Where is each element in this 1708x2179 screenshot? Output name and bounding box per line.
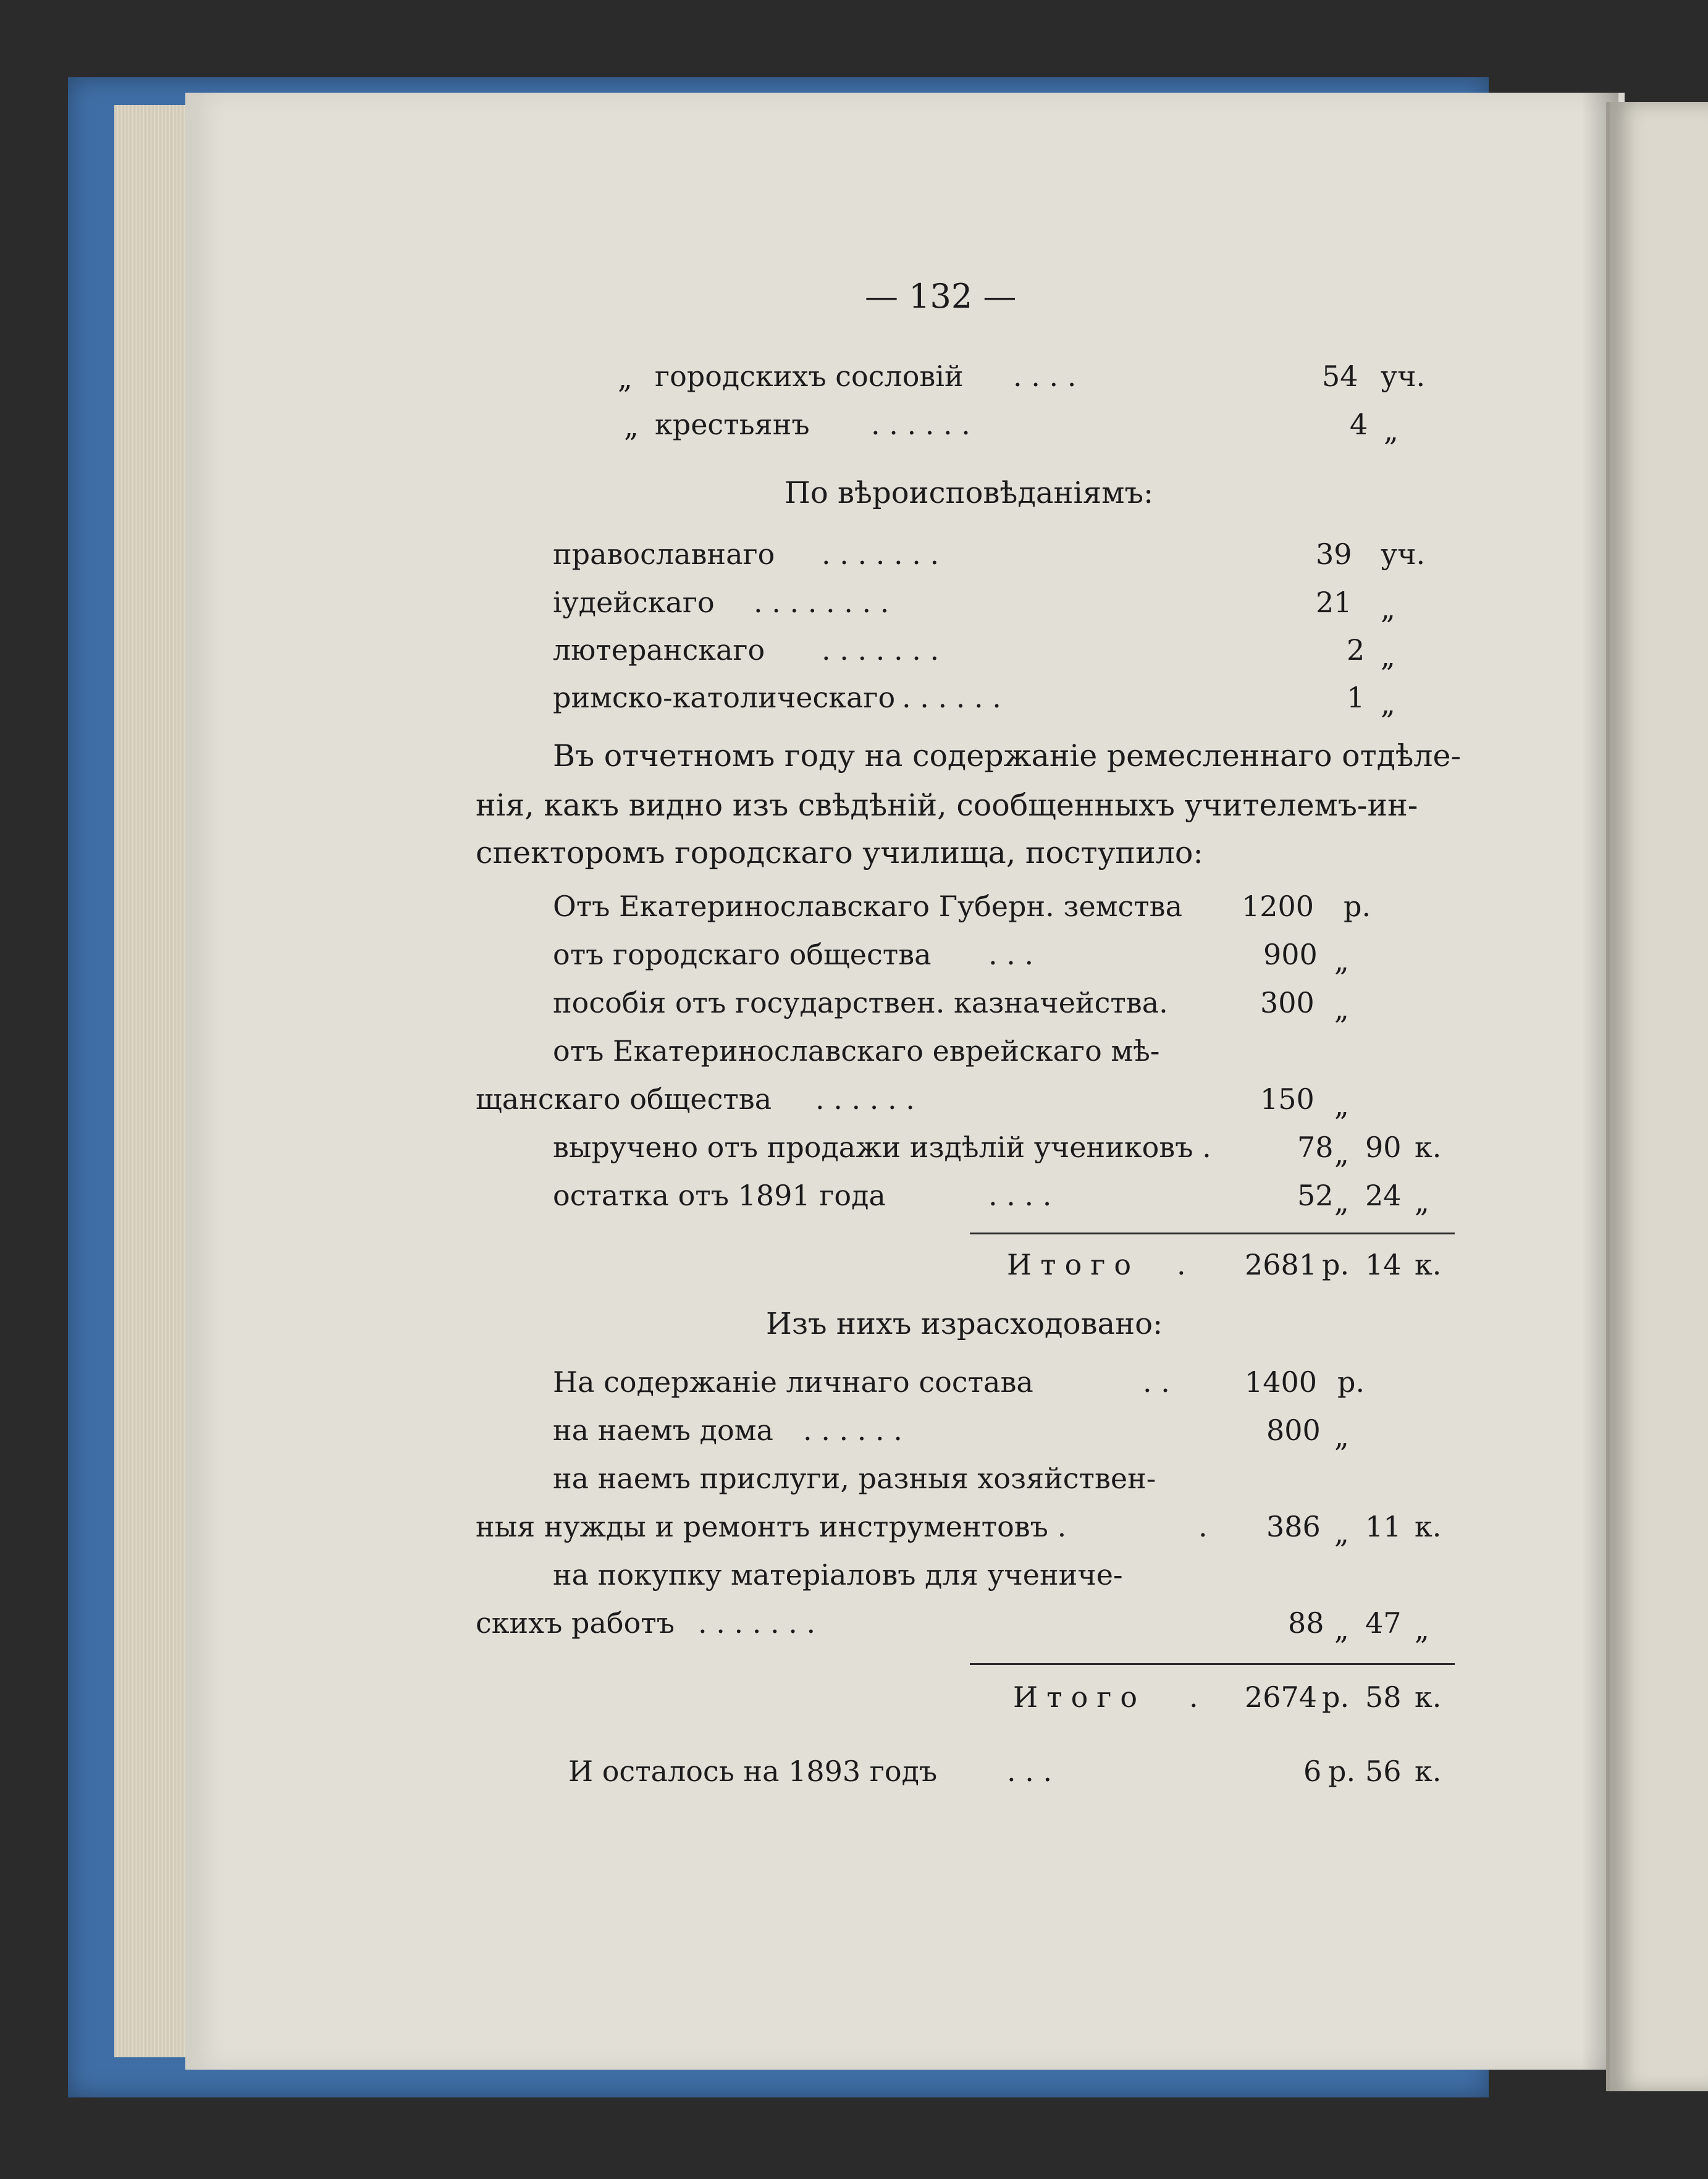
sum-rule (970, 1663, 1455, 1665)
income-label: выручено отъ продажи издѣлій учениковъ . (553, 1131, 1211, 1164)
remainder-rubles: 6 (1303, 1755, 1322, 1788)
total-kopeck-unit: к. (1415, 1248, 1442, 1281)
total-kopecks: 14 (1365, 1248, 1402, 1281)
income-ruble-unit: „ (1334, 1137, 1349, 1170)
leader-dots: . . . . (1013, 360, 1077, 393)
expense-label: На содержаніе личнаго состава (553, 1365, 1033, 1399)
total-ruble-unit: р. (1322, 1248, 1350, 1281)
income-kopecks: 24 (1365, 1179, 1402, 1212)
confession-value: 21 (1316, 586, 1352, 619)
leader-dots: . . (1143, 1365, 1170, 1399)
expense-label: ныя нужды и ремонтъ инструментовъ . (476, 1510, 1067, 1543)
total-rubles: 2681 (1245, 1248, 1318, 1281)
income-ruble-unit: р. (1344, 890, 1371, 923)
total-kopecks: 58 (1365, 1680, 1402, 1714)
total-rubles: 2674 (1245, 1680, 1318, 1714)
paragraph-line: спекторомъ городскаго училища, поступило: (476, 835, 1203, 870)
expense-rubles: 88 (1288, 1606, 1324, 1640)
expense-label: на покупку матеріаловъ для учениче- (553, 1558, 1123, 1591)
expense-kopeck-unit: „ (1415, 1612, 1429, 1646)
total-label: Итого (1013, 1680, 1146, 1714)
confession-unit: „ (1381, 592, 1395, 625)
confession-heading: По вѣроисповѣданіямъ: (785, 476, 1154, 510)
income-rubles: 300 (1260, 986, 1315, 1019)
paragraph-line: нія, какъ видно изъ свѣдѣній, сообщенныхъ учителемъ-ин- (476, 788, 1418, 823)
estate-value: 4 (1350, 408, 1368, 441)
leader-dots: . . . . . . (871, 408, 970, 441)
income-ruble-unit: „ (1334, 992, 1349, 1026)
total-label: Итого (1007, 1248, 1140, 1281)
ditto-mark: „ (618, 361, 633, 395)
expense-label: на наемъ дома (553, 1414, 773, 1447)
income-label: остатка отъ 1891 года (553, 1179, 886, 1212)
confession-value: 39 (1316, 537, 1352, 571)
income-label: Отъ Екатеринославскаго Губерн. земства (553, 890, 1183, 923)
expense-label: скихъ работъ (476, 1606, 675, 1640)
leader-dots: . . . . . . . (822, 633, 940, 667)
income-rubles: 52 (1297, 1179, 1334, 1212)
total-dot: . (1189, 1680, 1198, 1714)
remainder-kopeck-unit: к. (1415, 1755, 1442, 1788)
confession-label: православнаго (553, 537, 775, 571)
leader-dots: . . . . . . (902, 681, 1001, 714)
leader-dots: . . . . . . (815, 1082, 915, 1116)
remainder-kopecks: 56 (1365, 1755, 1402, 1788)
remainder-ruble-unit: р. (1328, 1755, 1356, 1788)
leader-dots: . . . . . . . (698, 1606, 816, 1640)
sum-rule (970, 1233, 1455, 1234)
total-dot: . (1177, 1248, 1186, 1281)
income-kopeck-unit: к. (1415, 1131, 1442, 1164)
expense-rubles: 386 (1266, 1510, 1321, 1543)
income-label: щанскаго общества (476, 1082, 772, 1116)
income-rubles: 78 (1297, 1131, 1334, 1164)
page-number: — 132 — (865, 277, 1017, 316)
confession-label: лютеранскаго (553, 633, 765, 667)
facing-page-edge (1606, 102, 1708, 2091)
total-kopeck-unit: к. (1415, 1680, 1442, 1714)
confession-label: іудейскаго (553, 586, 715, 619)
income-ruble-unit: „ (1334, 944, 1349, 977)
confession-label: римско-католическаго (553, 681, 896, 714)
remainder-label: И осталось на 1893 годъ (568, 1755, 938, 1788)
estate-unit: уч. (1381, 360, 1426, 393)
income-rubles: 1200 (1242, 890, 1315, 923)
income-ruble-unit: „ (1334, 1089, 1349, 1122)
estate-label: крестьянъ (655, 408, 810, 441)
expense-rubles: 1400 (1245, 1365, 1318, 1399)
expense-kopecks: 47 (1365, 1606, 1402, 1640)
estate-value: 54 (1322, 360, 1358, 393)
income-ruble-unit: „ (1334, 1185, 1349, 1218)
income-rubles: 900 (1263, 938, 1318, 971)
estate-unit: „ (1384, 414, 1399, 447)
income-label: отъ городскаго общества (553, 938, 932, 971)
confession-unit: „ (1381, 639, 1395, 673)
expense-heading: Изъ нихъ израсходовано: (766, 1307, 1163, 1341)
ditto-mark: „ (624, 410, 639, 443)
leader-dots: . . . . . . . . (754, 586, 890, 619)
leader-dots: . . . . (988, 1179, 1052, 1212)
expense-ruble-unit: „ (1334, 1612, 1349, 1646)
expense-ruble-unit: „ (1334, 1420, 1349, 1453)
expense-ruble-unit: „ (1334, 1516, 1349, 1549)
leader-dots: . . . (1007, 1755, 1053, 1788)
income-label: отъ Екатеринославскаго еврейскаго мѣ- (553, 1034, 1160, 1068)
leader-dots: . . . . . . . (822, 537, 940, 571)
expense-ruble-unit: р. (1337, 1365, 1365, 1399)
expense-kopeck-unit: к. (1415, 1510, 1442, 1543)
leader-dots: . (1198, 1510, 1208, 1543)
confession-unit: „ (1381, 687, 1395, 720)
leader-dots: . . . . . . (803, 1414, 902, 1447)
estate-label: городскихъ сословій (655, 360, 964, 393)
confession-unit: уч. (1381, 537, 1426, 571)
expense-kopecks: 11 (1365, 1510, 1402, 1543)
confession-value: 2 (1347, 633, 1365, 667)
income-kopeck-unit: „ (1415, 1185, 1429, 1218)
expense-rubles: 800 (1266, 1414, 1321, 1447)
income-kopecks: 90 (1365, 1131, 1402, 1164)
income-label: пособія отъ государствен. казначейства. (553, 986, 1168, 1019)
leader-dots: . . . (988, 938, 1034, 971)
expense-label: на наемъ прислуги, разныя хозяйствен- (553, 1462, 1156, 1495)
total-ruble-unit: р. (1322, 1680, 1350, 1714)
confession-value: 1 (1347, 681, 1365, 714)
paragraph-line: Въ отчетномъ году на содержаніе ремесленнаго отдѣле- (553, 738, 1462, 773)
income-rubles: 150 (1260, 1082, 1315, 1116)
